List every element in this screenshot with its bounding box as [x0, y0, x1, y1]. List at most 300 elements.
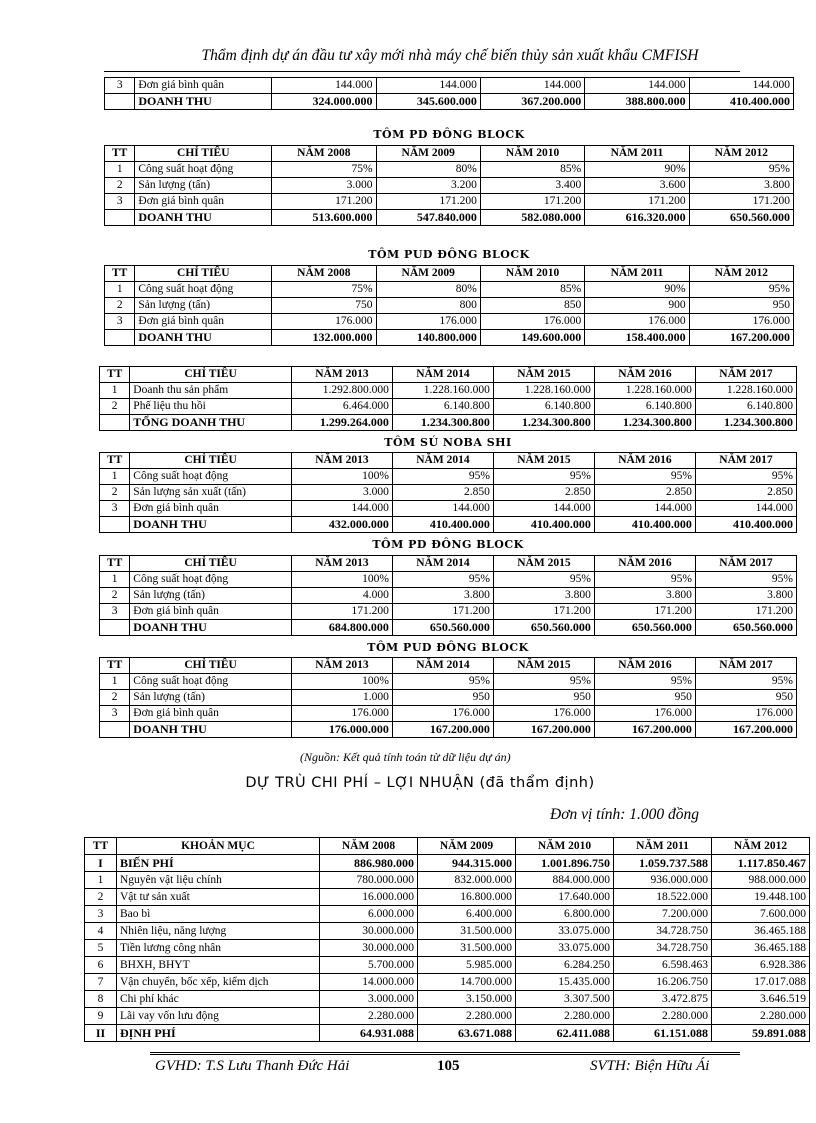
row-value: 95%: [689, 162, 793, 178]
header-year: NĂM 2014: [392, 453, 493, 469]
table-row: [85, 889, 810, 906]
row-label: DOANH THU: [130, 722, 292, 738]
row-index: 3: [100, 706, 130, 722]
row-value: 324.000.000: [272, 94, 376, 110]
row-value: 4.000: [291, 588, 392, 604]
row-value: 95%: [695, 469, 796, 485]
row-index: 3: [105, 314, 135, 330]
row-value: 3.000: [291, 485, 392, 501]
row-index: II: [85, 1025, 117, 1042]
row-value: 144.000: [480, 78, 584, 94]
row-value: 17.640.000: [516, 889, 614, 906]
row-value: 2.850: [392, 485, 493, 501]
header-tt: TT: [100, 556, 130, 572]
page-header-title: Thẩm định dự án đầu tư xây mới nhà máy chế biến thủy sản xuất khẩu CMFISH: [201, 47, 699, 64]
row-value: 167.200.000: [695, 722, 796, 738]
row-value: 176.000: [594, 706, 695, 722]
row-value: 3.150.000: [418, 991, 516, 1008]
row-value: 988.000.000: [712, 872, 810, 889]
row-index: 1: [100, 572, 130, 588]
row-value: 14.700.000: [418, 974, 516, 991]
row-value: 850: [480, 298, 584, 314]
row-label: DOANH THU: [130, 620, 292, 636]
row-value: 80%: [376, 162, 480, 178]
row-value: 6.928.386: [712, 957, 810, 974]
header-year: NĂM 2012: [689, 266, 793, 282]
row-value: 3.800: [695, 588, 796, 604]
header-year: NĂM 2015: [493, 556, 594, 572]
row-label: Sản lượng (tấn): [130, 690, 292, 706]
header-rule: [104, 71, 740, 72]
row-label: Sản lượng sản xuất (tấn): [130, 485, 292, 501]
row-value: 144.000: [493, 501, 594, 517]
row-index: 6: [85, 957, 117, 974]
row-value: 5.700.000: [320, 957, 418, 974]
header-item: CHỈ TIÊU: [135, 146, 272, 162]
row-index: 2: [100, 485, 130, 501]
header-year: NĂM 2010: [480, 146, 584, 162]
row-value: 176.000.000: [291, 722, 392, 738]
row-value: 832.000.000: [418, 872, 516, 889]
row-value: 95%: [695, 572, 796, 588]
table-header-row: [105, 146, 794, 162]
row-label: Công suất hoạt động: [130, 674, 292, 690]
row-value: 16.000.000: [320, 889, 418, 906]
table-row: [100, 517, 797, 533]
total-revenue-table: [99, 366, 797, 431]
row-value: 900: [585, 298, 689, 314]
table-row: [100, 383, 797, 399]
row-label: Đơn giá bình quân: [135, 194, 272, 210]
row-value: 144.000: [585, 78, 689, 94]
row-value: 780.000.000: [320, 872, 418, 889]
row-value: 3.472.875: [614, 991, 712, 1008]
row-value: 132.000.000: [272, 330, 376, 346]
row-value: 800: [376, 298, 480, 314]
row-value: 16.206.750: [614, 974, 712, 991]
table-row: [100, 501, 797, 517]
row-value: 95%: [392, 674, 493, 690]
unit-note: Đơn vị tính: 1.000 đồng: [550, 806, 700, 823]
row-label: BIẾN PHÍ: [117, 855, 320, 872]
revenue-table-pd-2008: [104, 145, 794, 226]
table-title-pud-2008: TÔM PUD ĐÔNG BLOCK: [368, 248, 530, 261]
row-value: 345.600.000: [376, 94, 480, 110]
row-value: 950: [493, 690, 594, 706]
row-value: 650.560.000: [689, 210, 793, 226]
row-value: 63.671.088: [418, 1025, 516, 1042]
header-year: NĂM 2016: [594, 453, 695, 469]
row-value: 171.200: [291, 604, 392, 620]
row-value: 85%: [480, 282, 584, 298]
header-year: NĂM 2014: [392, 658, 493, 674]
table-title-pud-2013: TÔM PUD ĐÔNG BLOCK: [367, 641, 529, 654]
header-year: NĂM 2009: [418, 838, 516, 855]
row-value: 3.307.500: [516, 991, 614, 1008]
row-label: ĐỊNH PHÍ: [117, 1025, 320, 1042]
row-value: 95%: [594, 572, 695, 588]
row-index: 1: [105, 162, 135, 178]
header-tt: TT: [100, 658, 130, 674]
table-row: [85, 923, 810, 940]
table-row: [100, 415, 797, 431]
row-value: 650.560.000: [493, 620, 594, 636]
table-row: [85, 1008, 810, 1025]
header-item: CHỈ TIÊU: [130, 367, 292, 383]
section-title: DỰ TRÙ CHI PHÍ – LỢI NHUẬN (đã thẩm định): [245, 775, 595, 791]
row-value: 1.234.300.800: [493, 415, 594, 431]
table-row: [85, 872, 810, 889]
row-value: 410.400.000: [695, 517, 796, 533]
row-label: Sản lượng (tấn): [135, 298, 272, 314]
row-index: 1: [100, 674, 130, 690]
row-label: Công suất hoạt động: [130, 572, 292, 588]
row-value: 886.980.000: [320, 855, 418, 872]
header-year: NĂM 2017: [695, 556, 796, 572]
header-year: NĂM 2016: [594, 367, 695, 383]
row-value: 6.140.800: [695, 399, 796, 415]
row-value: 176.000: [480, 314, 584, 330]
row-value: 2.850: [594, 485, 695, 501]
row-value: 7.600.000: [712, 906, 810, 923]
row-value: 1.228.160.000: [392, 383, 493, 399]
row-value: 6.000.000: [320, 906, 418, 923]
table-header-row: [100, 367, 797, 383]
row-value: 3.800: [594, 588, 695, 604]
row-label: DOANH THU: [130, 517, 292, 533]
row-value: 171.200: [594, 604, 695, 620]
row-index: 3: [100, 604, 130, 620]
row-value: 950: [689, 298, 793, 314]
table-row: [105, 282, 794, 298]
table-header-row: [85, 838, 810, 855]
row-value: 950: [392, 690, 493, 706]
row-label: DOANH THU: [135, 330, 272, 346]
row-value: 2.280.000: [614, 1008, 712, 1025]
row-label: Công suất hoạt động: [130, 469, 292, 485]
row-value: 144.000: [689, 78, 793, 94]
revenue-table-pd-2013: [99, 555, 797, 636]
table-row: [100, 674, 797, 690]
row-value: 95%: [594, 674, 695, 690]
row-value: 616.320.000: [585, 210, 689, 226]
header-year: NĂM 2011: [585, 146, 689, 162]
row-value: 936.000.000: [614, 872, 712, 889]
row-value: 100%: [291, 572, 392, 588]
row-value: 100%: [291, 674, 392, 690]
row-label: Nguyên vật liệu chính: [117, 872, 320, 889]
table-row: [105, 194, 794, 210]
row-index: [105, 330, 135, 346]
table-header-row: [100, 556, 797, 572]
row-value: 944.315.000: [418, 855, 516, 872]
row-value: 884.000.000: [516, 872, 614, 889]
row-label: Công suất hoạt động: [135, 162, 272, 178]
row-value: 176.000: [689, 314, 793, 330]
header-item: CHỈ TIÊU: [135, 266, 272, 282]
row-label: Sản lượng (tấn): [135, 178, 272, 194]
table-row: [105, 94, 794, 110]
row-value: 950: [594, 690, 695, 706]
table-header-row: [105, 266, 794, 282]
header-year: NĂM 2016: [594, 556, 695, 572]
table-row: [105, 78, 794, 94]
table-row: [105, 178, 794, 194]
row-index: 4: [85, 923, 117, 940]
row-label: Phế liệu thu hồi: [130, 399, 292, 415]
row-value: 432.000.000: [291, 517, 392, 533]
row-value: 61.151.088: [614, 1025, 712, 1042]
table-title-pd-2008: TÔM PD ĐÔNG BLOCK: [373, 128, 525, 141]
row-value: 6.140.800: [392, 399, 493, 415]
header-item: CHỈ TIÊU: [130, 658, 292, 674]
row-value: 2.850: [493, 485, 594, 501]
header-year: NĂM 2013: [291, 658, 392, 674]
table-header-row: [100, 453, 797, 469]
row-value: 2.280.000: [418, 1008, 516, 1025]
header-year: NĂM 2013: [291, 453, 392, 469]
header-tt: TT: [105, 266, 135, 282]
row-value: 95%: [392, 572, 493, 588]
header-year: NĂM 2009: [376, 146, 480, 162]
row-index: 3: [100, 501, 130, 517]
row-value: 171.200: [695, 604, 796, 620]
row-value: 95%: [392, 469, 493, 485]
row-value: 176.000: [585, 314, 689, 330]
row-label: Sản lượng (tấn): [130, 588, 292, 604]
row-value: 1.117.850.467: [712, 855, 810, 872]
row-value: 171.200: [493, 604, 594, 620]
header-year: NĂM 2008: [272, 266, 376, 282]
source-note: (Nguồn: Kết quả tính toán từ dữ liệu dự án): [300, 750, 511, 764]
header-tt: TT: [85, 838, 117, 855]
row-label: Doanh thu sản phẩm: [130, 383, 292, 399]
row-value: 410.400.000: [594, 517, 695, 533]
row-value: 75%: [272, 282, 376, 298]
row-value: 95%: [493, 674, 594, 690]
row-label: Nhiên liệu, năng lượng: [117, 923, 320, 940]
row-value: 1.234.300.800: [695, 415, 796, 431]
row-value: 3.800: [493, 588, 594, 604]
table-row: [100, 485, 797, 501]
row-value: 1.292.800.000: [291, 383, 392, 399]
row-label: DOANH THU: [135, 210, 272, 226]
row-value: 1.234.300.800: [392, 415, 493, 431]
row-value: 144.000: [376, 78, 480, 94]
row-value: 36.465.188: [712, 940, 810, 957]
row-label: Đơn giá bình quân: [135, 314, 272, 330]
row-value: 167.200.000: [493, 722, 594, 738]
row-label: Chi phí khác: [117, 991, 320, 1008]
revenue-table-pud-2013: [99, 657, 797, 738]
row-value: 650.560.000: [695, 620, 796, 636]
revenue-table-continued: [104, 77, 794, 110]
row-index: 3: [105, 78, 135, 94]
row-value: 367.200.000: [480, 94, 584, 110]
table-header-row: [100, 658, 797, 674]
revenue-table-su-noba: [99, 452, 797, 533]
header-year: NĂM 2017: [695, 658, 796, 674]
row-value: 176.000: [291, 706, 392, 722]
row-value: 158.400.000: [585, 330, 689, 346]
row-value: 1.001.896.750: [516, 855, 614, 872]
row-value: 6.598.463: [614, 957, 712, 974]
row-value: 18.522.000: [614, 889, 712, 906]
header-year: NĂM 2010: [480, 266, 584, 282]
row-value: 410.400.000: [392, 517, 493, 533]
table-row: [105, 162, 794, 178]
row-value: 100%: [291, 469, 392, 485]
table-row: [85, 940, 810, 957]
row-value: 144.000: [594, 501, 695, 517]
table-row: [100, 706, 797, 722]
row-value: 6.800.000: [516, 906, 614, 923]
row-index: 2: [105, 298, 135, 314]
row-value: 15.435.000: [516, 974, 614, 991]
row-value: 167.200.000: [392, 722, 493, 738]
row-index: [100, 517, 130, 533]
row-value: 31.500.000: [418, 923, 516, 940]
row-value: 388.800.000: [585, 94, 689, 110]
table-row: [105, 330, 794, 346]
header-item: KHOẢN MỤC: [117, 838, 320, 855]
row-label: Bao bì: [117, 906, 320, 923]
header-year: NĂM 2014: [392, 367, 493, 383]
row-value: 171.200: [480, 194, 584, 210]
row-value: 582.080.000: [480, 210, 584, 226]
row-value: 2.280.000: [516, 1008, 614, 1025]
row-label: Đơn giá bình quân: [130, 501, 292, 517]
header-item: CHỈ TIÊU: [130, 453, 292, 469]
table-row: [100, 588, 797, 604]
row-value: 6.140.800: [594, 399, 695, 415]
row-value: 171.200: [272, 194, 376, 210]
row-value: 33.075.000: [516, 940, 614, 957]
header-year: NĂM 2008: [272, 146, 376, 162]
header-tt: TT: [105, 146, 135, 162]
row-index: 3: [105, 194, 135, 210]
table-row: [85, 855, 810, 872]
row-value: 95%: [695, 674, 796, 690]
row-value: 34.728.750: [614, 923, 712, 940]
row-value: 3.000.000: [320, 991, 418, 1008]
row-value: 684.800.000: [291, 620, 392, 636]
row-value: 90%: [585, 282, 689, 298]
row-value: 2.280.000: [320, 1008, 418, 1025]
row-value: 75%: [272, 162, 376, 178]
row-value: 95%: [594, 469, 695, 485]
row-index: 8: [85, 991, 117, 1008]
row-value: 64.931.088: [320, 1025, 418, 1042]
row-value: 33.075.000: [516, 923, 614, 940]
row-label: Tiền lương công nhân: [117, 940, 320, 957]
row-value: 171.200: [376, 194, 480, 210]
table-title-su-noba: TÔM SÚ NOBA SHI: [384, 436, 512, 449]
table-row: [100, 620, 797, 636]
row-value: 3.400: [480, 178, 584, 194]
row-value: 1.299.264.000: [291, 415, 392, 431]
table-row: [85, 974, 810, 991]
header-year: NĂM 2017: [695, 367, 796, 383]
row-index: [105, 94, 135, 110]
row-label: BHXH, BHYT: [117, 957, 320, 974]
row-value: 34.728.750: [614, 940, 712, 957]
row-value: 410.400.000: [493, 517, 594, 533]
row-value: 1.000: [291, 690, 392, 706]
row-value: 3.800: [392, 588, 493, 604]
row-label: Đơn giá bình quân: [130, 604, 292, 620]
row-index: 5: [85, 940, 117, 957]
row-index: [100, 415, 130, 431]
table-title-pd-2013: TÔM PD ĐÔNG BLOCK: [372, 538, 524, 551]
row-value: 1.059.737.588: [614, 855, 712, 872]
row-index: 9: [85, 1008, 117, 1025]
row-value: 513.600.000: [272, 210, 376, 226]
table-row: [100, 399, 797, 415]
row-value: 167.200.000: [594, 722, 695, 738]
header-year: NĂM 2011: [614, 838, 712, 855]
header-year: NĂM 2013: [291, 367, 392, 383]
row-value: 171.200: [689, 194, 793, 210]
table-row: [85, 991, 810, 1008]
row-value: 17.017.088: [712, 974, 810, 991]
row-value: 31.500.000: [418, 940, 516, 957]
row-value: 176.000: [272, 314, 376, 330]
row-value: 144.000: [392, 501, 493, 517]
row-value: 171.200: [585, 194, 689, 210]
table-row: [105, 314, 794, 330]
row-value: 1.228.160.000: [594, 383, 695, 399]
row-value: 650.560.000: [594, 620, 695, 636]
header-year: NĂM 2017: [695, 453, 796, 469]
header-year: NĂM 2015: [493, 453, 594, 469]
header-year: NĂM 2014: [392, 556, 493, 572]
header-tt: TT: [100, 453, 130, 469]
row-value: 950: [695, 690, 796, 706]
row-index: [100, 722, 130, 738]
header-year: NĂM 2009: [376, 266, 480, 282]
row-value: 6.400.000: [418, 906, 516, 923]
header-year: NĂM 2015: [493, 658, 594, 674]
row-value: 80%: [376, 282, 480, 298]
row-value: 3.600: [585, 178, 689, 194]
row-value: 1.234.300.800: [594, 415, 695, 431]
row-value: 3.646.519: [712, 991, 810, 1008]
table-row: [100, 469, 797, 485]
row-value: 90%: [585, 162, 689, 178]
row-value: 149.600.000: [480, 330, 584, 346]
row-value: 176.000: [392, 706, 493, 722]
row-value: 85%: [480, 162, 584, 178]
table-row: [85, 957, 810, 974]
row-value: 95%: [689, 282, 793, 298]
table-row: [100, 604, 797, 620]
header-year: NĂM 2010: [516, 838, 614, 855]
row-index: 2: [85, 889, 117, 906]
row-label: Đơn giá bình quân: [135, 78, 272, 94]
row-index: 3: [85, 906, 117, 923]
table-row: [100, 572, 797, 588]
header-year: NĂM 2016: [594, 658, 695, 674]
row-value: 167.200.000: [689, 330, 793, 346]
row-value: 410.400.000: [689, 94, 793, 110]
row-value: 144.000: [695, 501, 796, 517]
table-row: [85, 1025, 810, 1042]
row-label: Lãi vay vốn lưu động: [117, 1008, 320, 1025]
row-value: 144.000: [272, 78, 376, 94]
row-index: 2: [100, 690, 130, 706]
row-value: 95%: [493, 572, 594, 588]
